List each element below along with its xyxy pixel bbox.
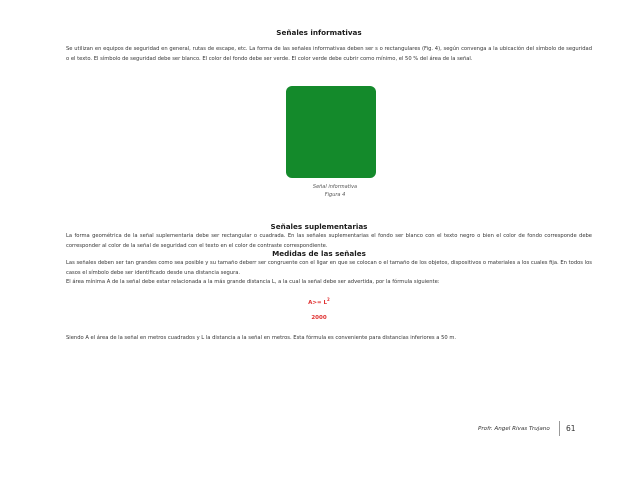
footer-divider xyxy=(559,421,560,436)
paragraph-formula-explanation: Siendo A el área de la señal en metros cuadrados y L la distancia a la señal en metros. Esta fórmula es conveniente para distancias inferiores a 50 m. xyxy=(66,335,457,341)
formula-exponent: 2 xyxy=(327,297,330,302)
paragraph-informative: Se utilizan en equipos de seguridad en general, rutas de escape, etc. La forma de las señales informativas deben ser s o rectangulares (Fig. 4), según convenga a la ubicación del símbolo de seguridad o el texto. El símbolo de seguridad debe ser blanco. El color del fondo debe ser verde. El color verde debe cubrir como mínimo, el 50 % del área de la señal. xyxy=(66,46,592,62)
formula-numerator-text: A>= L xyxy=(308,299,328,306)
page-number: 61 xyxy=(566,424,576,433)
figure-caption-label: Señal informativa xyxy=(312,184,358,190)
heading-informative-signs: Señales informativas xyxy=(276,28,362,37)
heading-supplementary-signs: Señales suplementarias xyxy=(270,222,368,231)
heading-sign-measurements: Medidas de las señales xyxy=(272,249,366,258)
paragraph-minimum-area: El área mínima A de la señal debe estar relacionada a la más grande distancia L, a la cual la señal debe ser advertida, por la fórmula siguiente: xyxy=(66,279,440,285)
figure-caption-number: Figura 4 xyxy=(324,192,346,198)
formula-denominator: 2000 xyxy=(311,315,327,321)
informative-sign-image xyxy=(286,86,376,178)
paragraph-supplementary: La forma geométrica de la señal suplementaria debe ser rectangular o cuadrada. En las señales suplementarias el fondo ser blanco con el texto negro o bien el color de fondo corresponde debe corresponder al color de la señal de seguridad con el texto en el color de contraste correspondiente. xyxy=(66,233,592,249)
footer-author: Profr. Angel Rivas Trujano xyxy=(478,426,550,432)
formula-numerator xyxy=(0,297,638,306)
paragraph-measurements: Las señales deben ser tan grandes como sea posible y su tamaño deberr ser congruente con el ligar en que se colocan o el tamaño de los objetos, dispositivos o materiales a los cuales fija. En todos los casos el símbolo debe ser identificado desde una distancia segura. xyxy=(66,260,592,276)
